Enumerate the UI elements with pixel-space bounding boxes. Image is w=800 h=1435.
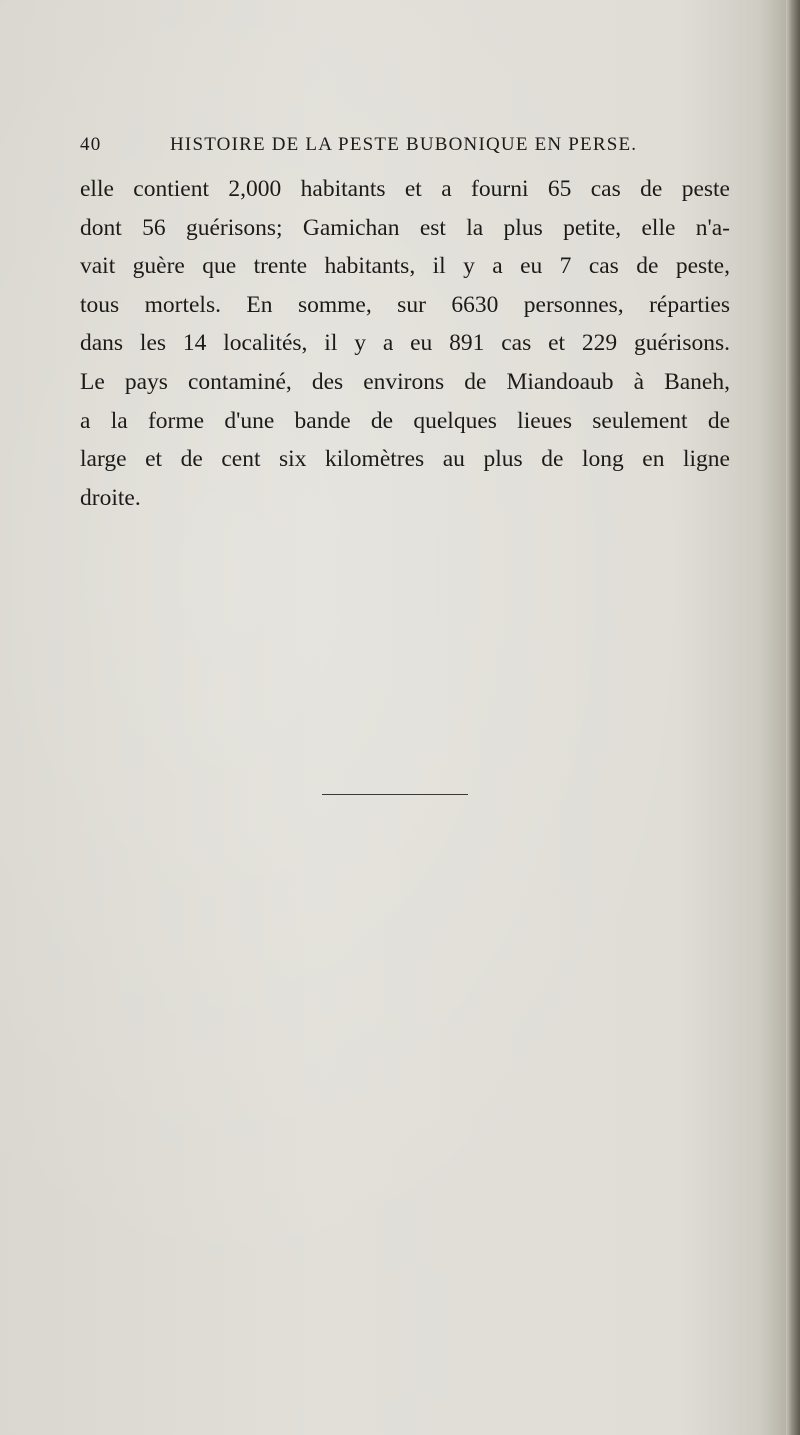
text-line: dont 56 guérisons; Gamichan est la plus petite, elle n'a- (80, 214, 730, 241)
text-line: vait guère que trente habitants, il y a eu 7 cas de peste, (80, 253, 730, 280)
text-line: elle contient 2,000 habitants et a fourni 65 cas de peste (80, 176, 730, 202)
body-paragraph (80, 170, 730, 517)
section-divider-rule (322, 794, 468, 795)
text-line: large et de cent six kilomètres au plus de long en ligne (80, 446, 730, 473)
text-line: dans les 14 localités, il y a eu 891 cas et 229 guérisons. (80, 330, 730, 357)
running-head (80, 134, 740, 160)
text-line: a la forme d'une bande de quelques lieues seulement de (80, 407, 730, 434)
page-number: 40 (80, 134, 102, 155)
running-title: HISTOIRE DE LA PESTE BUBONIQUE EN PERSE. (170, 134, 638, 155)
text-line: tous mortels. En somme, sur 6630 personnes, réparties (80, 291, 730, 318)
book-spine-shadow (786, 0, 800, 1435)
text-line: Le pays contaminé, des environs de Miandoaub à Baneh, (80, 368, 730, 395)
text-line: droite. (80, 484, 141, 511)
